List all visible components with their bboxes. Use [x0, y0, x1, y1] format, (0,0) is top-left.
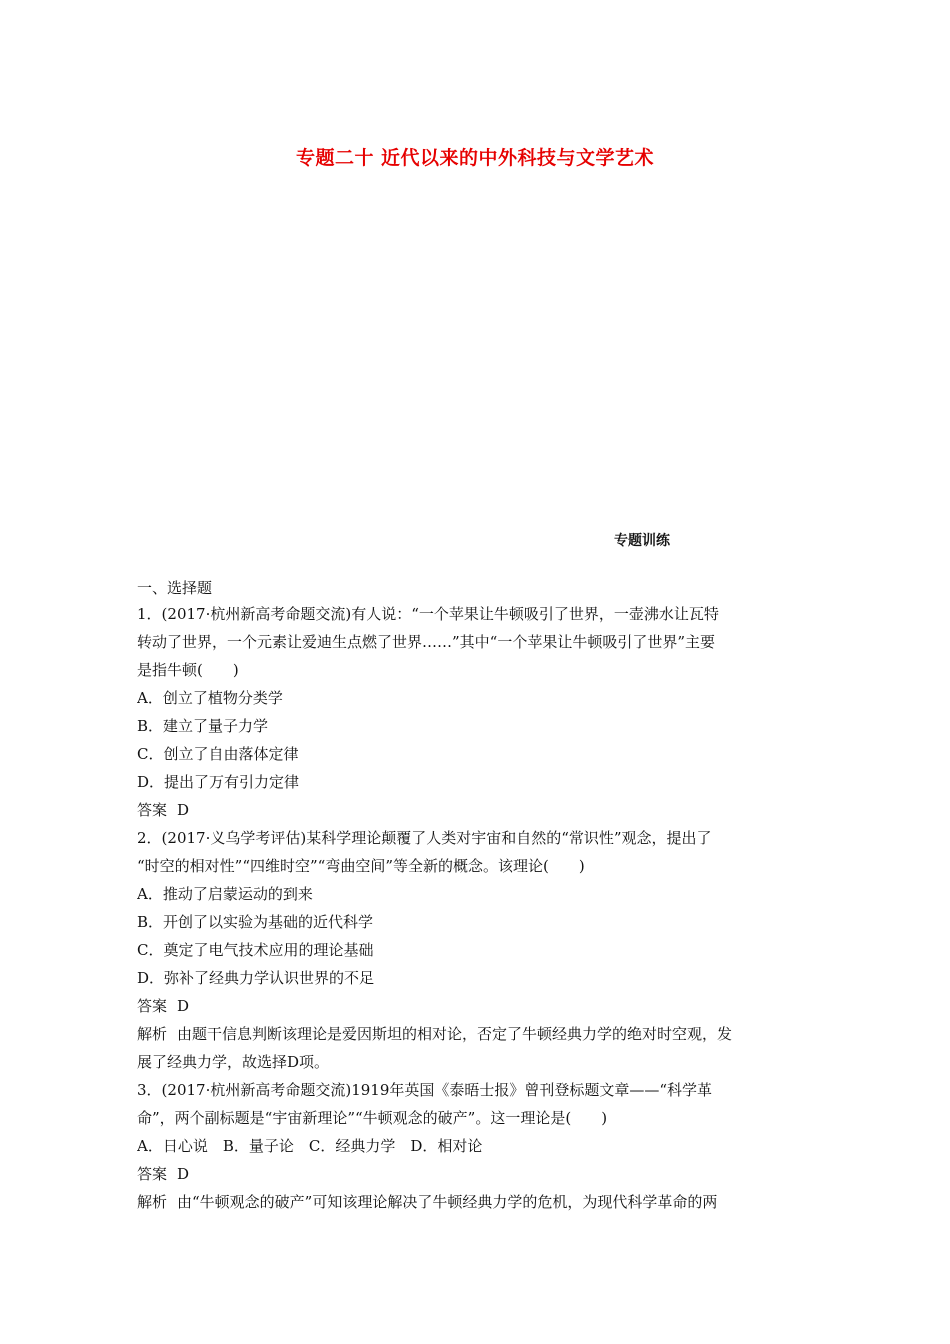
section-heading: 专题训练 — [614, 533, 670, 549]
question-1 — [137, 600, 813, 824]
question-2 — [137, 824, 813, 1076]
question-stem-line: 转动了世界，一个元素让爱迪生点燃了世界……”其中“一个苹果让牛顿吸引了世界”主要 — [137, 633, 716, 651]
option-b: B．开创了以实验为基础的近代科学 — [137, 913, 374, 931]
exercise-content — [137, 577, 813, 1216]
options-inline: A．日心说 B．量子论 C．经典力学 D．相对论 — [137, 1137, 483, 1155]
option-c: C．创立了自由落体定律 — [137, 745, 299, 763]
answer-value: D — [177, 801, 190, 819]
answer-label: 答案 — [137, 801, 168, 819]
answer-value: D — [177, 1165, 190, 1183]
part-heading: 一、选择题 — [137, 579, 213, 597]
option-a: A．创立了植物分类学 — [137, 689, 283, 707]
answer-label: 答案 — [137, 1165, 168, 1183]
option-a: A．推动了启蒙运动的到来 — [137, 885, 313, 903]
question-stem-line: 3．(2017·杭州新高考命题交流)1919年英国《泰晤士报》曾刊登标题文章——“科学革 — [137, 1081, 713, 1099]
analysis-line — [137, 1020, 813, 1048]
analysis-text: 由“牛顿观念的破产”可知该理论解决了牛顿经典力学的危机，为现代科学革命的两 — [177, 1193, 718, 1211]
question-stem-line: 1．(2017·杭州新高考命题交流)有人说：“一个苹果让牛顿吸引了世界，一壶沸水让瓦特 — [137, 605, 719, 623]
question-stem-line: 2．(2017·义乌学考评估)某科学理论颠覆了人类对宇宙和自然的“常识性”观念，提出了 — [137, 829, 712, 847]
option-d: D．弥补了经典力学认识世界的不足 — [137, 969, 375, 987]
answer-label: 答案 — [137, 997, 168, 1015]
question-stem-line: “时空的相对性”“四维时空”“弯曲空间”等全新的概念。该理论( ) — [137, 857, 585, 875]
option-d: D．提出了万有引力定律 — [137, 773, 300, 791]
analysis-label: 解析 — [137, 1193, 168, 1211]
answer-line — [137, 992, 813, 1020]
question-stem-line: 命”，两个副标题是“宇宙新理论”“牛顿观念的破产”。这一理论是( ) — [137, 1109, 608, 1127]
answer-line — [137, 1160, 813, 1188]
answer-line — [137, 796, 813, 824]
analysis-text: 由题干信息判断该理论是爱因斯坦的相对论，否定了牛顿经典力学的绝对时空观，发 — [177, 1025, 733, 1043]
analysis-label: 解析 — [137, 1025, 168, 1043]
option-b: B．建立了量子力学 — [137, 717, 269, 735]
question-stem-line: 是指牛顿( ) — [137, 661, 239, 679]
analysis-line: 展了经典力学，故选择D项。 — [137, 1053, 330, 1071]
option-c: C．奠定了电气技术应用的理论基础 — [137, 941, 374, 959]
analysis-line — [137, 1188, 813, 1216]
answer-value: D — [177, 997, 190, 1015]
page-title: 专题二十 近代以来的中外科技与文学艺术 — [295, 147, 655, 169]
question-3 — [137, 1076, 813, 1216]
